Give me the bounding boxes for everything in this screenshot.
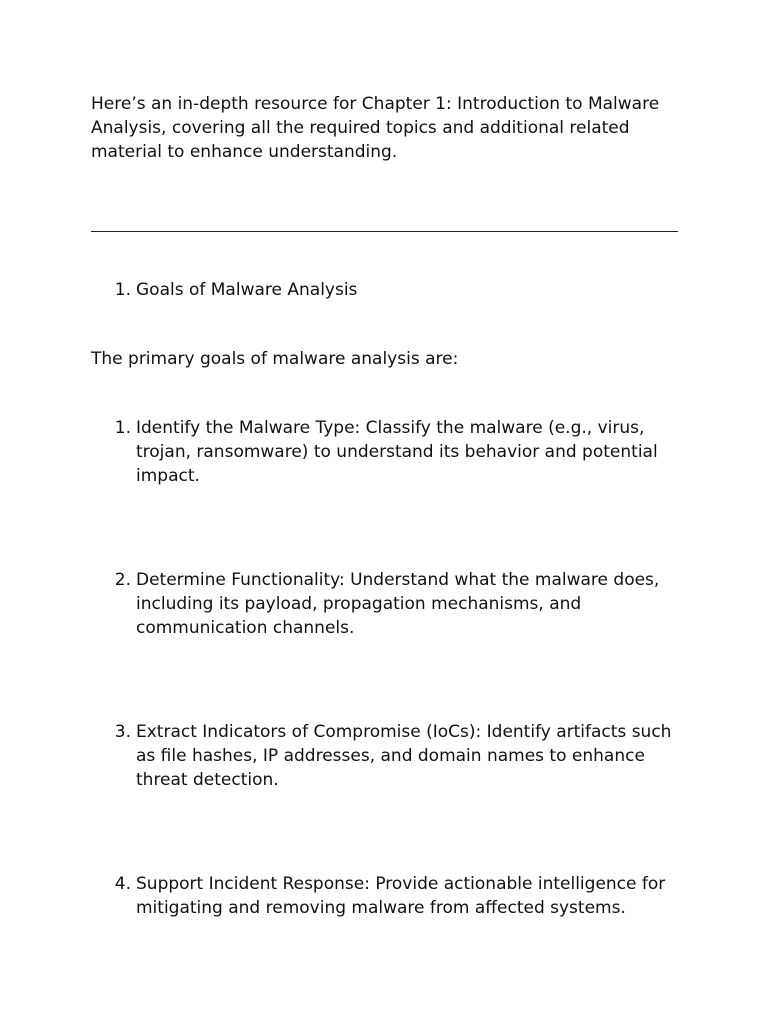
list-item xyxy=(91,720,681,792)
list-item xyxy=(91,416,681,488)
list-item xyxy=(91,568,681,640)
document-page xyxy=(91,92,681,920)
list-item-number: 2. xyxy=(114,570,131,590)
list-item-number: 1. xyxy=(114,418,131,438)
list-item-number: 4. xyxy=(114,874,131,894)
list-item xyxy=(91,872,681,920)
section-number: 1. xyxy=(114,280,131,300)
list-item-text: Determine Functionality: Understand what the malware does, including its payload, propagation mechanisms, and communication channels. xyxy=(136,570,660,638)
lead-paragraph: The primary goals of malware analysis are: xyxy=(91,349,459,369)
section-heading xyxy=(91,278,681,302)
horizontal-divider xyxy=(91,231,678,232)
intro-paragraph: Here’s an in-depth resource for Chapter 1: Introduction to Malware Analysis, covering all the required topics and additional related material to enhance understanding. xyxy=(91,94,660,162)
list-item-text: Identify the Malware Type: Classify the malware (e.g., virus, trojan, ransomware) to understand its behavior and potential impact. xyxy=(136,418,658,486)
list-item-text: Support Incident Response: Provide actionable intelligence for mitigating and removing malware from affected systems. xyxy=(136,874,666,918)
goals-list xyxy=(91,416,681,920)
list-item-text: Extract Indicators of Compromise (IoCs): Identify artifacts such as file hashes, IP addresses, and domain names to enhance threat detection. xyxy=(136,722,672,790)
section-title: Goals of Malware Analysis xyxy=(136,280,358,300)
list-item-number: 3. xyxy=(114,722,131,742)
